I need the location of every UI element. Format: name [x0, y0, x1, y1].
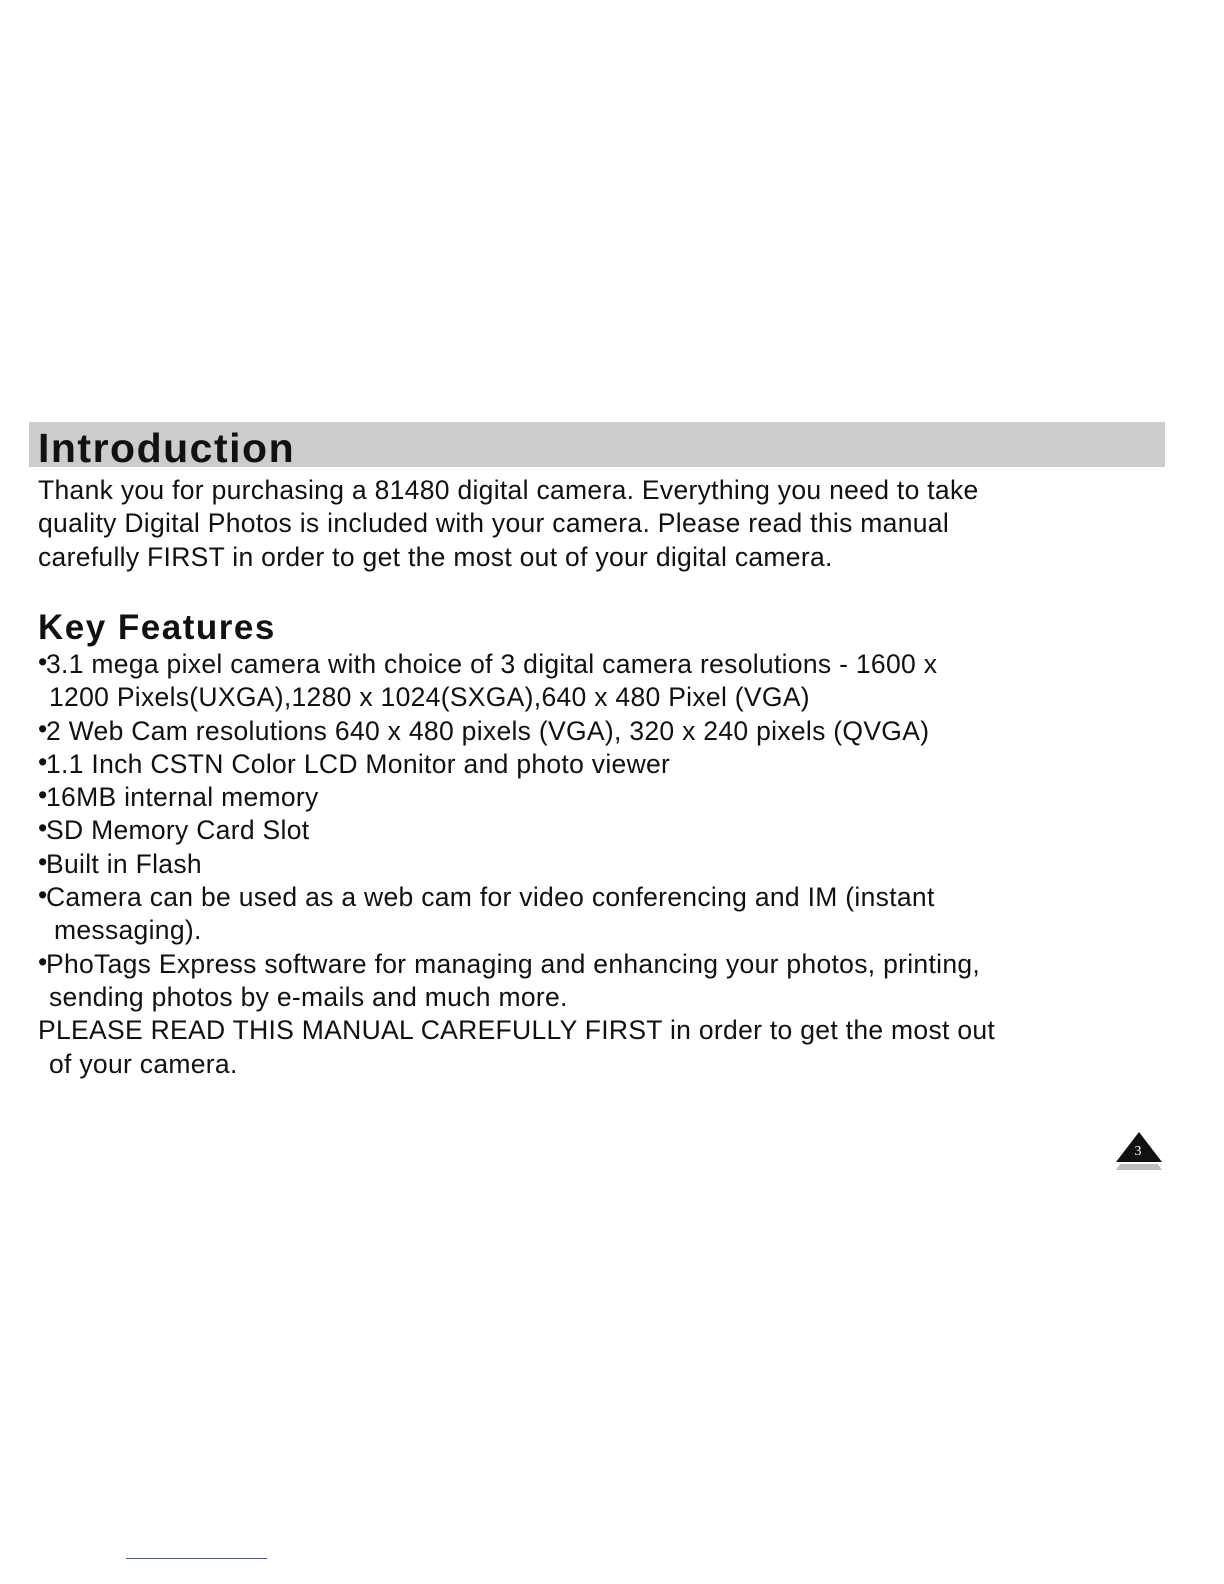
feature-text: 2 Web Cam resolutions 640 x 480 pixels (VGA), 320 x 240 pixels (QVGA): [46, 715, 930, 746]
bullet-icon: •: [38, 880, 48, 911]
feature-item-webcam: [38, 715, 1198, 748]
feature-item-memory: [38, 781, 1198, 814]
feature-text: 16MB internal memory: [46, 782, 319, 813]
bullet-icon: •: [38, 780, 48, 811]
feature-item-flash: [38, 848, 1198, 881]
bullet-icon: •: [38, 746, 48, 777]
introduction-heading: Introduction: [38, 425, 296, 471]
feature-text: SD Memory Card Slot: [46, 815, 310, 846]
feature-item-lcd: [38, 748, 1198, 781]
feature-item-resolution: [38, 648, 1198, 715]
feature-item-web-cam-use: [38, 881, 1198, 948]
feature-text-continued: messaging).: [54, 915, 202, 946]
bullet-icon: •: [38, 946, 48, 977]
closing-note-line: of your camera.: [49, 1048, 238, 1079]
feature-item-sd-slot: [38, 814, 1198, 847]
feature-text: Built in Flash: [46, 848, 202, 879]
feature-text: 1.1 Inch CSTN Color LCD Monitor and photo viewer: [46, 748, 671, 779]
introduction-line: quality Digital Photos is included with your camera. Please read this manual: [38, 508, 950, 539]
page-number: 3: [1134, 1144, 1142, 1159]
bullet-icon: •: [38, 713, 48, 744]
bullet-icon: •: [38, 813, 48, 844]
bullet-icon: •: [38, 647, 48, 677]
feature-text: Camera can be used as a web cam for video conferencing and IM (instant: [46, 882, 935, 913]
key-features-heading: Key Features: [38, 608, 276, 647]
key-features-list: [38, 648, 1198, 1081]
closing-note: [38, 1014, 1198, 1081]
feature-item-software: [38, 948, 1198, 1015]
feature-text-continued: 1200 Pixels(UXGA),1280 x 1024(SXGA),640 x 480 Pixel (VGA): [49, 682, 810, 713]
introduction-line: carefully FIRST in order to get the most out of your digital camera.: [38, 541, 833, 572]
closing-note-line: PLEASE READ THIS MANUAL CAREFULLY FIRST in order to get the most out: [38, 1015, 996, 1046]
feature-text-continued: sending photos by e-mails and much more.: [49, 981, 568, 1012]
introduction-paragraph: [38, 474, 1198, 574]
introduction-line: Thank you for purchasing a 81480 digital camera. Everything you need to take: [38, 475, 979, 505]
bullet-icon: •: [38, 846, 48, 877]
footer-divider: [126, 1558, 267, 1559]
feature-text: PhoTags Express software for managing and enhancing your photos, printing,: [46, 948, 981, 979]
feature-text: 3.1 mega pixel camera with choice of 3 digital camera resolutions - 1600 x: [46, 649, 938, 679]
